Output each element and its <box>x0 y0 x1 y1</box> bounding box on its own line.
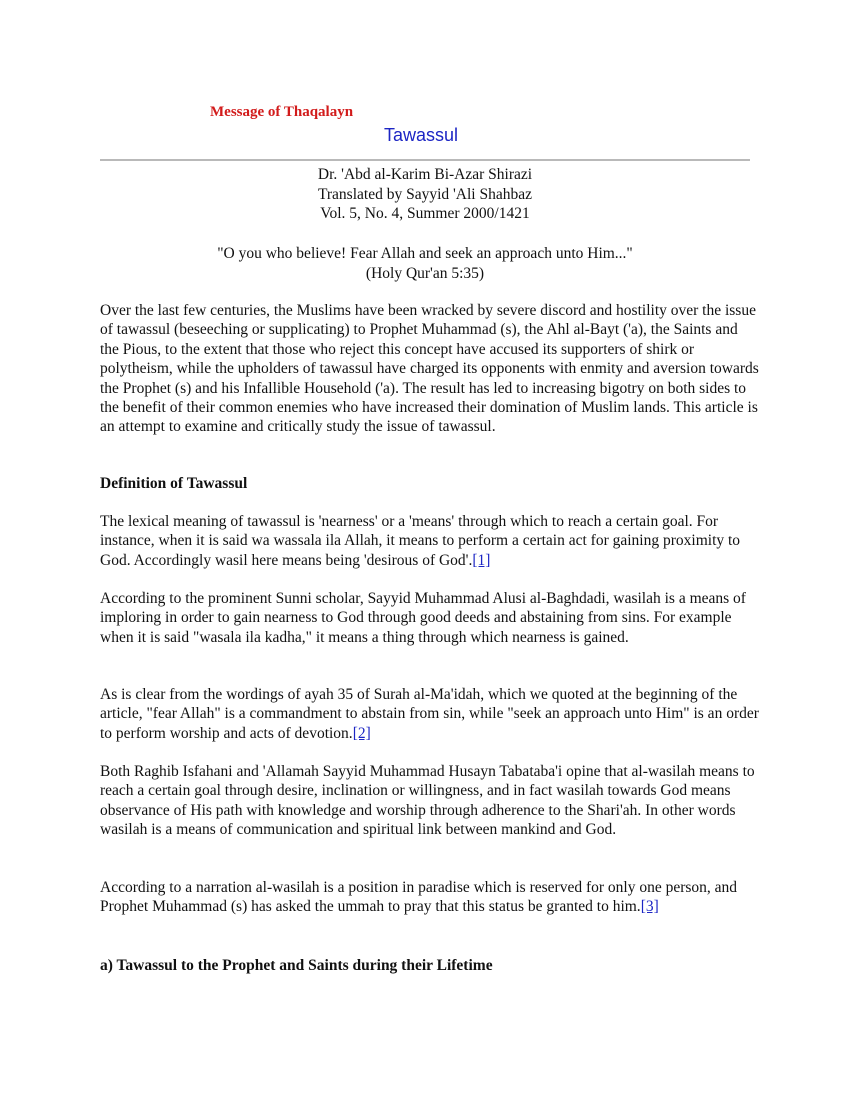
article-title: Tawassul <box>384 125 459 145</box>
intro-text: Over the last few centuries, the Muslims have been wracked by severe discord and hostility over the issue of tawassul (beseeching or supplicating) to Prophet Muhammad (s), the Ahl al-Bayt ('a), the Saints and the Pious, to the extent that those who reject this concept have accused its supporters of shirk or polytheism, while the upholders of tawassul have charged its opponents with enmity and aversion towards the Prophet (s) and his Infallible Household ('a). The result has led to increasing bigotry on both sides to the benefit of their common enemies who have increased their domination of Muslim lands. This article is an attempt to examine and critically study the issue of tawassul. <box>100 302 759 436</box>
paragraph-ayah <box>100 685 760 743</box>
paragraph-alusi-text: According to the prominent Sunni scholar, Sayyid Muhammad Alusi al-Baghdadi, wasilah is a means of imploring in order to gain nearness to God through good deeds and abstaining from sins. For example when it is said "wasala ila kadha," it means a thing through which nearness is gained. <box>100 590 746 646</box>
paragraph-lexical <box>100 512 760 570</box>
byline <box>100 165 750 224</box>
heading-definition: Definition of Tawassul <box>100 475 248 492</box>
epigraph-source: (Holy Qur'an 5:35) <box>365 264 485 282</box>
paragraph-alusi <box>100 589 760 647</box>
paragraph-lexical-text: The lexical meaning of tawassul is 'nearness' or a 'means' through which to reach a certain goal. For instance, when it is said wa wassala ila Allah, it means to perform a certain act for gaining proximity to God. Accordingly wasil here means being 'desirous of God'. <box>100 513 741 569</box>
issue-line: Vol. 5, No. 4, Summer 2000/1421 <box>320 205 530 222</box>
paragraph-narration <box>100 878 760 917</box>
paragraph-raghib-text: Both Raghib Isfahani and 'Allamah Sayyid Muhammad Husayn Tabataba'i opine that al-wasilah means to reach a certain goal through desire, inclination or willingness, and in fact wasilah towards God means observance of His path with knowledge and worship through adherence to the Shari'ah. In other words wasilah is a means of communication and spiritual link between mankind and God. <box>100 763 755 839</box>
heading-lifetime: a) Tawassul to the Prophet and Saints during their Lifetime <box>100 957 493 974</box>
footnote-link-1[interactable]: [1] <box>472 551 491 569</box>
paragraph-ayah-text: As is clear from the wordings of ayah 35 of Surah al-Ma'idah, which we quoted at the beginning of the article, "fear Allah" is a commandment to abstain from sin, while "seek an approach unto Him" is an order to perform worship and acts of devotion. <box>100 686 759 742</box>
paragraph-narration-text: According to a narration al-wasilah is a position in paradise which is reserved for only one person, and Prophet Muhammad (s) has asked the ummah to pray that this status be granted to him. <box>100 879 738 916</box>
journal-title: Message of Thaqalayn <box>210 104 354 120</box>
footnote-link-2[interactable]: [2] <box>352 724 371 742</box>
author-line: Dr. 'Abd al-Karim Bi-Azar Shirazi <box>317 166 533 183</box>
paragraph-raghib <box>100 762 760 840</box>
header-divider <box>100 159 750 161</box>
translator-line: Translated by Sayyid 'Ali Shahbaz <box>317 185 533 203</box>
epigraph <box>100 244 750 283</box>
epigraph-quote: "O you who believe! Fear Allah and seek an approach unto Him..." <box>217 245 633 262</box>
intro-paragraph <box>100 301 760 437</box>
footnote-link-3[interactable]: [3] <box>640 898 659 916</box>
